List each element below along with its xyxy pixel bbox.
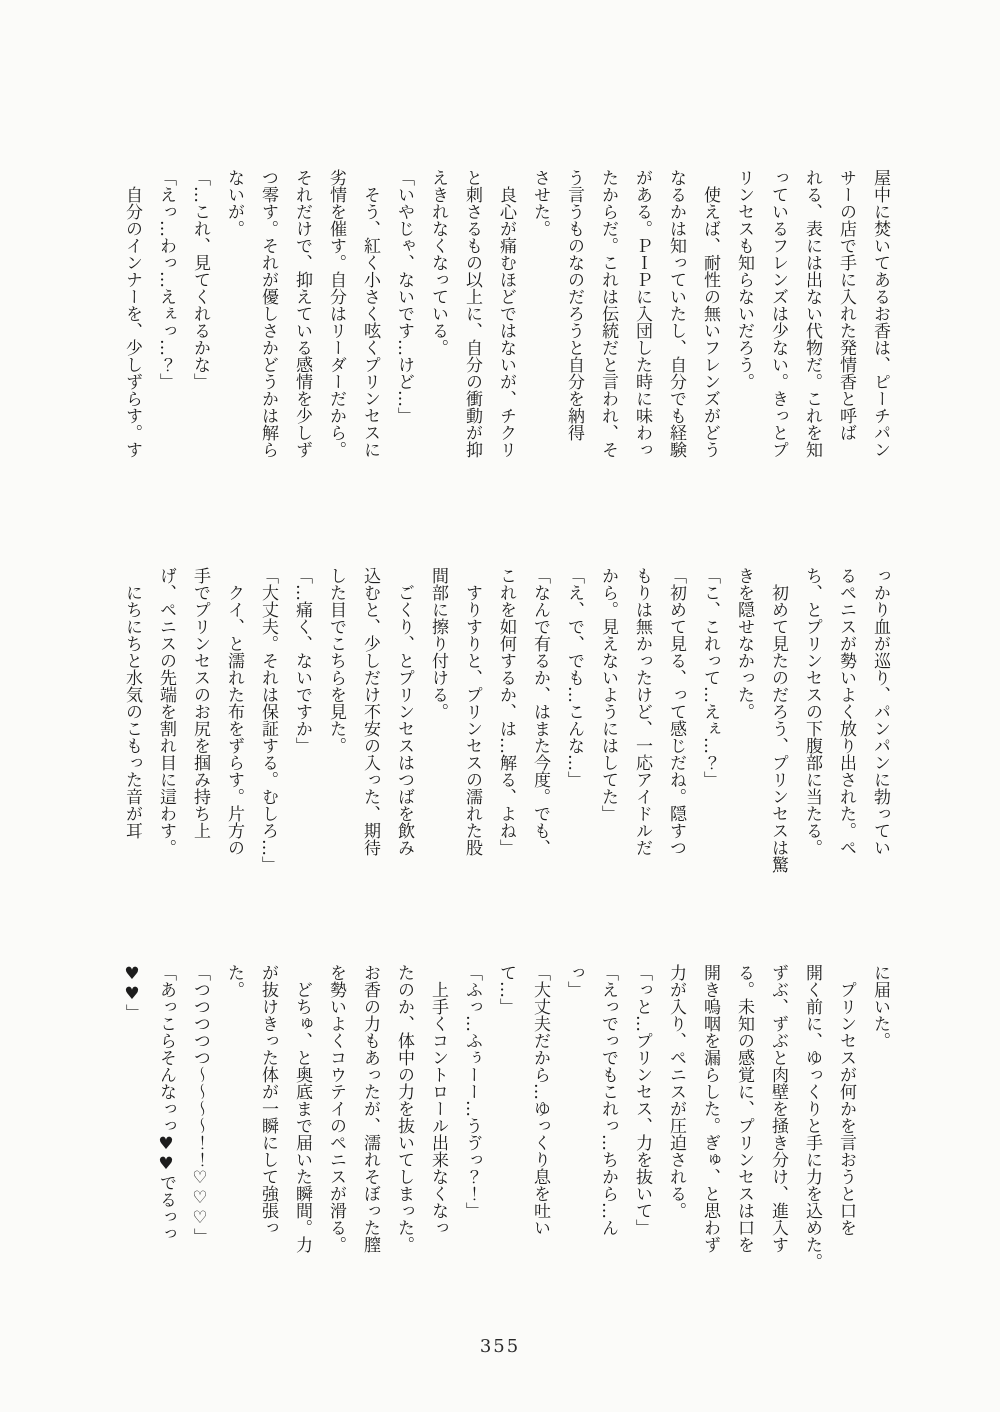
text-line: るペニスが勢いよく放り出された。ペ [836, 567, 856, 856]
text-line: 劣情を催す。自分はリーダーだから。 [326, 169, 346, 458]
text-line: ないが。 [224, 169, 244, 237]
text-line: と刺さるもの以上に、自分の衝動が抑 [462, 169, 482, 458]
text-line: 「…痛く、ないですか」 [292, 567, 312, 754]
text-line: から。見えないようにはしてた」 [598, 567, 618, 822]
text-line: た。 [224, 964, 244, 998]
text-line: 良心が痛むほどではないが、チクリ [496, 169, 516, 458]
text-line: う言うものなのだろうと自分を納得 [564, 169, 584, 441]
text-line: 力が入り、ペニスが圧迫される。 [666, 964, 686, 1219]
text-line: 「あっこらそんなっっ♥♥でるっっ [156, 964, 176, 1242]
text-line: きを隠せなかった。 [734, 567, 754, 720]
text-line: もりは無かったけど、一応アイドルだ [632, 567, 652, 856]
text-line: リンセスも知らないだろう。 [734, 169, 754, 390]
text-line: 「こ、これって…えぇ…？」 [700, 567, 720, 788]
text-line: それだけで、抑えている感情を少しず [292, 169, 312, 458]
text-line: どちゅ、と奥底まで届いた瞬間。力 [292, 964, 312, 1253]
text-line: ♥♥」 [122, 964, 142, 1021]
text-line: 上手くコントロール出来なくなっ [428, 964, 448, 1236]
text-line: サーの店で手に入れた発情香と呼ば [836, 169, 856, 441]
text-line: プリンセスが何かを言おうと口を [836, 964, 856, 1236]
text-line: っ」 [564, 964, 584, 998]
text-line: えきれなくなっている。 [428, 169, 448, 356]
text-line: 初めて見たのだろう、プリンセスは驚 [768, 567, 788, 873]
text-line: たからだ。これは伝統だと言われ、そ [598, 169, 618, 458]
text-line: たのか、体中の力を抜いてしまった。 [394, 964, 414, 1253]
text-line: お香の力もあったが、濡れそぼった膣 [360, 964, 380, 1253]
text-line: ち、とプリンセスの下腹部に当たる。 [802, 567, 822, 856]
text-line: て…」 [496, 964, 516, 1015]
text-line: させた。 [530, 169, 550, 237]
text-line: っているフレンズは少ない。きっとプ [768, 169, 788, 458]
text-line: 「大丈夫。それは保証する。むしろ…」 [258, 567, 278, 873]
text-line: 開く前に、ゆっくりと手に力を込めた。 [802, 964, 822, 1270]
text-line: る。未知の感覚に、プリンセスは口を [734, 964, 754, 1253]
text-line: 「っと…プリンセス、力を抜いて」 [632, 964, 652, 1236]
text-line: した目でこちらを見た。 [326, 567, 346, 754]
text-line: 屋中に焚いてあるお香は、ピーチパン [870, 169, 890, 458]
text-line: 手でプリンセスのお尻を掴み持ち上 [190, 567, 210, 839]
page-number: 355 [479, 1336, 521, 1357]
text-line: 自分のインナーを、少しずらす。す [122, 169, 142, 458]
text-line: なるかは知っていたし、自分でも経験 [666, 169, 686, 458]
text-line: 「初めて見る、って感じだね。隠すつ [666, 567, 686, 856]
text-line: に届いた。 [870, 964, 890, 1049]
text-line: にちにちと水気のこもった音が耳 [122, 567, 142, 839]
text-line: クイ、と濡れた布をずらす。片方の [224, 567, 244, 856]
text-line: 「いやじゃ、ないです…けど…」 [394, 169, 414, 424]
text-block-middle [115, 567, 897, 879]
text-line: これを如何するか、は…解る、よね」 [496, 567, 516, 856]
text-line: ごくり、とプリンセスはつばを飲み [394, 567, 414, 856]
text-line: つ零す。それが優しさかどうかは解ら [258, 169, 278, 458]
text-line: 開き嗚咽を漏らした。ぎゅ、と思わず [700, 964, 720, 1253]
text-line: が抜けきった体が一瞬にして強張っ [258, 964, 278, 1236]
text-line: 「ふっ…ふぅーー…うゔっ？！」 [462, 964, 482, 1219]
text-block-bottom [115, 964, 897, 1276]
text-line: 「なんで有るか、はまた今度。でも、 [530, 567, 550, 856]
text-line: 「…これ、見てくれるかな」 [190, 169, 210, 390]
text-line: ずぶ、ずぶと肉壁を掻き分け、進入す [768, 964, 788, 1253]
text-line: 間部に擦り付ける。 [428, 567, 448, 720]
text-line: 使えば、耐性の無いフレンズがどう [700, 169, 720, 458]
text-line: 「つつつつつ～～～～！！♡♡♡」 [190, 964, 210, 1245]
text-line: がある。ＰＩＰに入団した時に味わっ [632, 169, 652, 458]
text-block-top [115, 169, 897, 481]
text-line: っかり血が巡り、パンパンに勃ってい [870, 567, 890, 856]
text-line: 「えっでっでもこれっ…ちから…ん [598, 964, 618, 1236]
text-line: を勢いよくコウテイのペニスが滑る。 [326, 964, 346, 1253]
text-line: 「大丈夫だから…ゆっくり息を吐い [530, 964, 550, 1236]
text-line: すりすりと、プリンセスの濡れた股 [462, 567, 482, 856]
text-line: そう、紅く小さく呟くプリンセスに [360, 169, 380, 458]
text-line: れる、表には出ない代物だ。これを知 [802, 169, 822, 458]
text-line: 込むと、少しだけ不安の入った、期待 [360, 567, 380, 856]
text-line: げ、ペニスの先端を割れ目に這わす。 [156, 567, 176, 856]
text-line: 「え、で、でも…こんな…」 [564, 567, 584, 788]
text-line: 「えっ…わっ…えぇっ…？」 [156, 169, 176, 390]
